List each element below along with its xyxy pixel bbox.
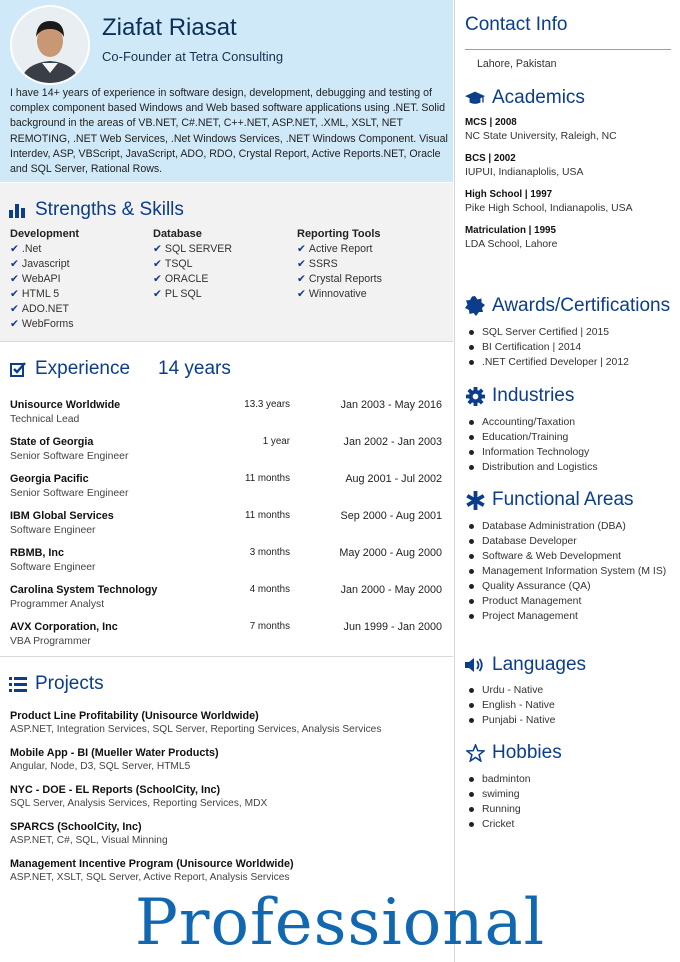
awards-item: .NET Certified Developer | 2012 <box>467 355 667 370</box>
functional-list <box>467 519 667 624</box>
project-entry <box>10 858 450 883</box>
skill-column <box>10 227 79 332</box>
academic-entry <box>465 189 633 214</box>
skill-column-heading: Reporting Tools <box>297 228 381 240</box>
job-duration: 13.3 years <box>244 399 290 410</box>
skill-column <box>297 227 382 302</box>
job-company: Georgia Pacific <box>10 473 89 485</box>
languages-title-text: Languages <box>492 654 587 675</box>
languages-item: Punjabi - Native <box>467 713 667 728</box>
functional-title <box>465 489 634 511</box>
job-dates: Jun 1999 - Jan 2000 <box>343 621 442 633</box>
functional-item: Quality Assurance (QA) <box>467 579 667 594</box>
skills-section <box>0 183 453 342</box>
hobbies-title <box>465 742 562 764</box>
checkbox-icon <box>8 359 28 379</box>
academic-degree: MCS | 2008 <box>465 117 517 128</box>
check-icon: ✔ <box>10 303 19 315</box>
skill-item-label: Winnovative <box>308 288 367 300</box>
job-dates: Jan 2002 - Jan 2003 <box>343 436 442 448</box>
check-icon: ✔ <box>297 273 306 285</box>
professional-banner: Professional <box>134 886 546 960</box>
hobbies-item: Running <box>467 802 667 817</box>
skill-item-label: SSRS <box>308 258 338 270</box>
skill-item <box>10 257 79 272</box>
job-title: Senior Software Engineer <box>10 451 129 462</box>
experience-title-text: Experience <box>35 358 131 379</box>
awards-item: SQL Server Certified | 2015 <box>467 325 667 340</box>
check-icon: ✔ <box>10 288 19 300</box>
job-dates: May 2000 - Aug 2000 <box>339 547 442 559</box>
job-duration: 3 months <box>249 547 290 558</box>
job-company: RBMB, Inc <box>10 547 64 559</box>
awards-title-text: Awards/Certifications <box>492 295 671 316</box>
functional-item: Management Information System (M IS) <box>467 564 667 579</box>
functional-item: Product Management <box>467 594 667 609</box>
project-name: Mobile App - BI (Mueller Water Products) <box>10 747 219 759</box>
job-entry <box>10 436 442 470</box>
industries-list <box>467 415 667 475</box>
project-tech: ASP.NET, XSLT, SQL Server, Active Report, Analysis Services <box>10 872 290 883</box>
contact-title-text: Contact Info <box>465 14 568 35</box>
job-dates: Jan 2000 - May 2000 <box>340 584 442 596</box>
skill-item <box>153 272 232 287</box>
hobbies-item: Cricket <box>467 817 667 832</box>
skill-item <box>297 257 382 272</box>
academic-degree: High School | 1997 <box>465 189 553 200</box>
job-duration: 7 months <box>249 621 290 632</box>
skill-item-label: PL SQL <box>164 288 202 300</box>
check-icon: ✔ <box>153 273 162 285</box>
academic-degree: BCS | 2002 <box>465 153 516 164</box>
job-title: Technical Lead <box>10 414 80 425</box>
job-duration: 11 months <box>244 473 290 484</box>
academic-entry <box>465 117 617 142</box>
contact-divider <box>465 49 671 50</box>
bar-chart-icon <box>8 200 28 220</box>
academic-entry <box>465 153 583 178</box>
profile-header <box>0 0 453 182</box>
skills-title-text: Strengths & Skills <box>35 199 184 220</box>
job-title: VBA Programmer <box>10 636 91 647</box>
job-entry <box>10 584 442 618</box>
skills-title <box>8 199 184 221</box>
job-company: Carolina System Technology <box>10 584 158 596</box>
asterisk-icon <box>465 490 485 510</box>
project-entry <box>10 747 450 772</box>
academic-school: Pike High School, Indianapolis, USA <box>465 203 633 214</box>
job-entry <box>10 399 442 433</box>
job-duration: 4 months <box>249 584 290 595</box>
contact-title <box>465 14 567 36</box>
project-tech: ASP.NET, C#, SQL, Visual Minning <box>10 835 168 846</box>
job-dates: Jan 2003 - May 2016 <box>340 399 442 411</box>
awards-title <box>465 295 670 317</box>
skill-item-label: Javascript <box>21 258 70 270</box>
industries-item: Information Technology <box>467 445 667 460</box>
job-company: State of Georgia <box>10 436 94 448</box>
job-duration: 1 year <box>262 436 290 447</box>
skill-item-label: Crystal Reports <box>308 273 382 285</box>
check-icon: ✔ <box>10 318 19 330</box>
academic-entry <box>465 225 557 250</box>
job-title: Software Engineer <box>10 525 96 536</box>
badge-icon <box>465 296 485 316</box>
project-entry <box>10 710 450 735</box>
location: Lahore, Pakistan <box>477 58 557 70</box>
project-name: Product Line Profitability (Unisource Worldwide) <box>10 710 259 722</box>
project-entry <box>10 821 450 846</box>
languages-list <box>467 683 667 728</box>
project-tech: SQL Server, Analysis Services, Reporting Services, MDX <box>10 798 268 809</box>
job-title: Senior Software Engineer <box>10 488 129 499</box>
speaker-icon <box>465 655 485 675</box>
job-entry <box>10 473 442 507</box>
hobbies-title-text: Hobbies <box>492 742 562 763</box>
skill-item-label: ORACLE <box>164 273 209 285</box>
skill-item-label: WebForms <box>21 318 74 330</box>
check-icon: ✔ <box>297 258 306 270</box>
skill-item-label: TSQL <box>164 258 193 270</box>
skill-item <box>153 257 232 272</box>
skill-item <box>10 317 79 332</box>
right-column <box>454 0 680 962</box>
job-dates: Aug 2001 - Jul 2002 <box>345 473 442 485</box>
job-company: IBM Global Services <box>10 510 114 522</box>
job-dates: Sep 2000 - Aug 2001 <box>340 510 442 522</box>
functional-item: Software & Web Development <box>467 549 667 564</box>
check-icon: ✔ <box>153 243 162 255</box>
job-role: Co-Founder at Tetra Consulting <box>102 49 284 64</box>
skill-item <box>297 287 382 302</box>
check-icon: ✔ <box>153 258 162 270</box>
functional-item: Database Administration (DBA) <box>467 519 667 534</box>
projects-title-text: Projects <box>35 673 104 694</box>
job-company: AVX Corporation, Inc <box>10 621 118 633</box>
skill-item-label: WebAPI <box>21 273 61 285</box>
job-title: Programmer Analyst <box>10 599 105 610</box>
academic-school: NC State University, Raleigh, NC <box>465 131 617 142</box>
industries-title-text: Industries <box>492 385 575 406</box>
awards-list <box>467 325 667 370</box>
list-icon <box>8 674 28 694</box>
industries-item: Education/Training <box>467 430 667 445</box>
skill-item-label: ADO.NET <box>21 303 69 315</box>
check-icon: ✔ <box>297 288 306 300</box>
graduation-cap-icon <box>465 88 485 108</box>
job-duration: 11 months <box>244 510 290 521</box>
experience-title <box>8 358 130 380</box>
hobbies-item: swiming <box>467 787 667 802</box>
hobbies-item: badminton <box>467 772 667 787</box>
experience-section <box>0 342 453 657</box>
academic-school: LDA School, Lahore <box>465 239 558 250</box>
skill-item-label: SQL SERVER <box>164 243 233 255</box>
languages-item: English - Native <box>467 698 667 713</box>
skill-column-heading: Development <box>10 228 80 240</box>
job-entry <box>10 510 442 544</box>
functional-title-text: Functional Areas <box>492 489 634 510</box>
job-entry <box>10 547 442 581</box>
job-company: Unisource Worldwide <box>10 399 121 411</box>
skill-item <box>153 242 232 257</box>
industries-item: Accounting/Taxation <box>467 415 667 430</box>
functional-item: Project Management <box>467 609 667 624</box>
skill-column-heading: Database <box>153 228 202 240</box>
functional-item: Database Developer <box>467 534 667 549</box>
languages-title <box>465 654 586 676</box>
academics-title <box>465 87 585 109</box>
star-icon <box>465 743 485 763</box>
projects-title <box>8 673 104 695</box>
full-name: Ziafat Riasat <box>102 14 237 41</box>
avatar <box>10 5 90 85</box>
academic-school: IUPUI, Indianaplolis, USA <box>465 167 584 178</box>
skill-item <box>297 242 382 257</box>
profile-summary: I have 14+ years of experience in software design, development, debugging and testing of complex component based Windows and Web based software applications using .NET. Solid background in the areas of VB.NET, C#.NET, C++.NET, ASP.NET, .XML, XSLT, NET REMOTING, .NET Web Services, .Net Windows Services, .NET Windows Component. Visual Interdev, ASP, VBScript, JavaScript, ADO, RDO, Crystal Report, Active Reports.NET, Oracle and SQL Server, Rational Rows. <box>10 87 448 176</box>
check-icon: ✔ <box>10 243 19 255</box>
academic-degree: Matriculation | 1995 <box>465 225 556 236</box>
projects-section <box>0 657 453 892</box>
check-icon: ✔ <box>10 273 19 285</box>
skill-item-label: HTML 5 <box>21 288 60 300</box>
skill-item <box>153 287 232 302</box>
project-entry <box>10 784 450 809</box>
skill-item <box>297 272 382 287</box>
job-entry <box>10 621 442 655</box>
job-title: Software Engineer <box>10 562 96 573</box>
skill-item <box>10 302 79 317</box>
project-tech: ASP.NET, Integration Services, SQL Server, Reporting Services, Analysis Services <box>10 724 382 735</box>
hobbies-list <box>467 772 667 832</box>
skill-item-label: .Net <box>21 243 42 255</box>
project-name: Management Incentive Program (Unisource Worldwide) <box>10 858 294 870</box>
project-name: NYC - DOE - EL Reports (SchoolCity, Inc) <box>10 784 221 796</box>
skill-column <box>153 227 232 302</box>
gear-icon <box>465 386 485 406</box>
check-icon: ✔ <box>297 243 306 255</box>
languages-item: Urdu - Native <box>467 683 667 698</box>
check-icon: ✔ <box>153 288 162 300</box>
industries-item: Distribution and Logistics <box>467 460 667 475</box>
awards-item: BI Certification | 2014 <box>467 340 667 355</box>
skill-item <box>10 242 79 257</box>
skill-item <box>10 287 79 302</box>
project-tech: Angular, Node, D3, SQL Server, HTML5 <box>10 761 191 772</box>
check-icon: ✔ <box>10 258 19 270</box>
skill-item-label: Active Report <box>308 243 373 255</box>
project-name: SPARCS (SchoolCity, Inc) <box>10 821 142 833</box>
industries-title <box>465 385 574 407</box>
experience-years: 14 years <box>158 358 231 379</box>
academics-title-text: Academics <box>492 87 585 108</box>
skill-item <box>10 272 79 287</box>
